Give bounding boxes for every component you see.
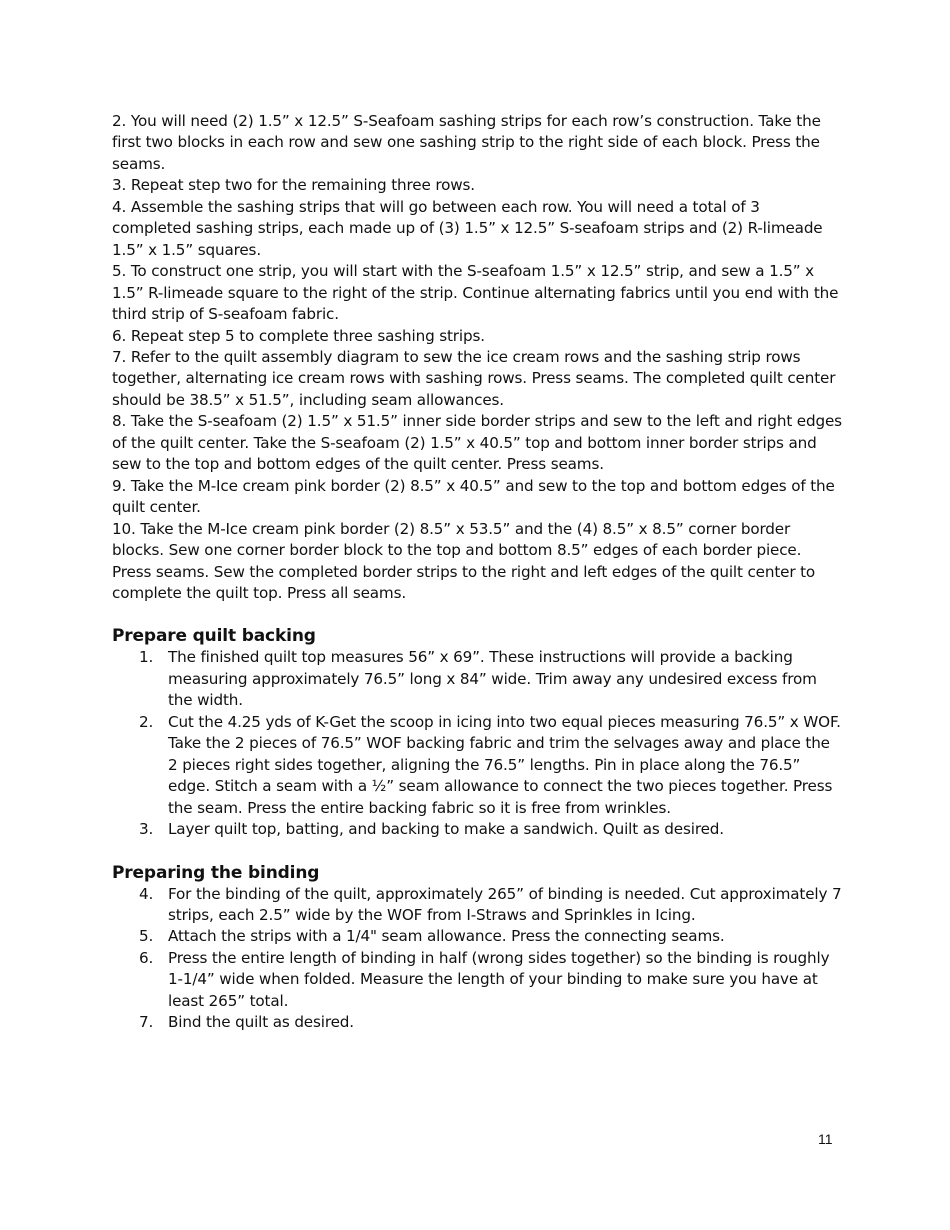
list-item-number: 7. (139, 1013, 154, 1032)
backing-steps-list (112, 647, 842, 840)
list-item-number: 5. (139, 927, 154, 946)
list-item-number: 1. (139, 648, 154, 667)
assembly-step: 7. Refer to the quilt assembly diagram to sew the ice cream rows and the sashing strip rows together, alternating ice cream rows with sashing rows. Press seams. The completed quilt center should be 38.5” x 51.5”, including seam allowances. (112, 347, 836, 409)
list-item-number: 6. (139, 948, 154, 967)
assembly-step: 8. Take the S-seafoam (2) 1.5” x 51.5” inner side border strips and sew to the left and right edges of the quilt center. Take the S-seafoam (2) 1.5” x 40.5” top and bottom inner border strips and sew to the top and bottom edges of the quilt center. Press seams. (112, 412, 842, 474)
list-item-text: Layer quilt top, batting, and backing to make a sandwich. Quilt as desired. (168, 820, 724, 839)
list-item (112, 926, 842, 947)
page-number: 11 (818, 1131, 833, 1147)
assembly-step: 3. Repeat step two for the remaining three rows. (112, 176, 475, 195)
list-item-number: 3. (139, 820, 154, 839)
assembly-step: 4. Assemble the sashing strips that will go between each row. You will need a total of 3 completed sashing strips, each made up of (3) 1.5” x 12.5” S-seafoam strips and (2) R-limeade 1.5” x 1.5” squares. (112, 197, 823, 259)
list-item-text: For the binding of the quilt, approximately 265” of binding is needed. Cut approximately 7 strips, each 2.5” wide by the WOF from I-Straws and Sprinkles in Icing. (168, 884, 842, 924)
list-item-text: Cut the 4.25 yds of K-Get the scoop in icing into two equal pieces measuring 76.5” x WOF. Take the 2 pieces of 76.5” WOF backing fabric and trim the selvages away and place the 2 pieces right sides together, aligning the 76.5” lengths. Pin in place along the 76.5” edge. Stitch a seam with a ½” seam allowance to connect the two pieces together. Press the seam. Press the entire backing fabric so it is free from wrinkles. (168, 712, 841, 817)
assembly-step: 5. To construct one strip, you will start with the S-seafoam 1.5” x 12.5” strip, and sew a 1.5” x 1.5” R-limeade square to the right of the strip. Continue alternating fabrics until you end with the third strip of S-seafoam fabric. (112, 262, 839, 324)
list-item-text: Press the entire length of binding in half (wrong sides together) so the binding is roughly 1-1/4” wide when folded. Measure the length of your binding to make sure you have at least 265” total. (168, 948, 830, 1010)
list-item-number: 4. (139, 884, 154, 903)
binding-steps-list (112, 884, 842, 1034)
binding-heading: Preparing the binding (112, 862, 320, 883)
assembly-step: 10. Take the M-Ice cream pink border (2) 8.5” x 53.5” and the (4) 8.5” x 8.5” corner border blocks. Sew one corner border block to the top and bottom 8.5” edges of each border piece. Press seams. Sew the completed border strips to the right and left edges of the quilt center to complete the quilt top. Press all seams. (112, 519, 816, 602)
assembly-step: 2. You will need (2) 1.5” x 12.5” S-Seafoam sashing strips for each row’s construction. Take the first two blocks in each row and sew one sashing strip to the right side of each block. Press the seams. (112, 112, 821, 173)
assembly-step: 6. Repeat step 5 to complete three sashing strips. (112, 326, 485, 345)
list-item-text: Bind the quilt as desired. (168, 1013, 354, 1032)
assembly-step: 9. Take the M-Ice cream pink border (2) 8.5” x 40.5” and sew to the top and bottom edges of the quilt center. (112, 476, 835, 517)
list-item (112, 647, 842, 711)
backing-heading: Prepare quilt backing (112, 626, 316, 647)
list-item (112, 948, 842, 1012)
list-item (112, 819, 842, 840)
list-item (112, 1012, 842, 1033)
list-item-text: Attach the strips with a 1/4" seam allowance. Press the connecting seams. (168, 927, 725, 946)
list-item-number: 2. (139, 712, 154, 731)
list-item (112, 712, 842, 819)
instructions-body (112, 111, 842, 1034)
list-item-text: The finished quilt top measures 56” x 69”. These instructions will provide a backing measuring approximately 76.5” long x 84” wide. Trim away any undesired excess from the width. (168, 648, 817, 710)
list-item (112, 884, 842, 927)
